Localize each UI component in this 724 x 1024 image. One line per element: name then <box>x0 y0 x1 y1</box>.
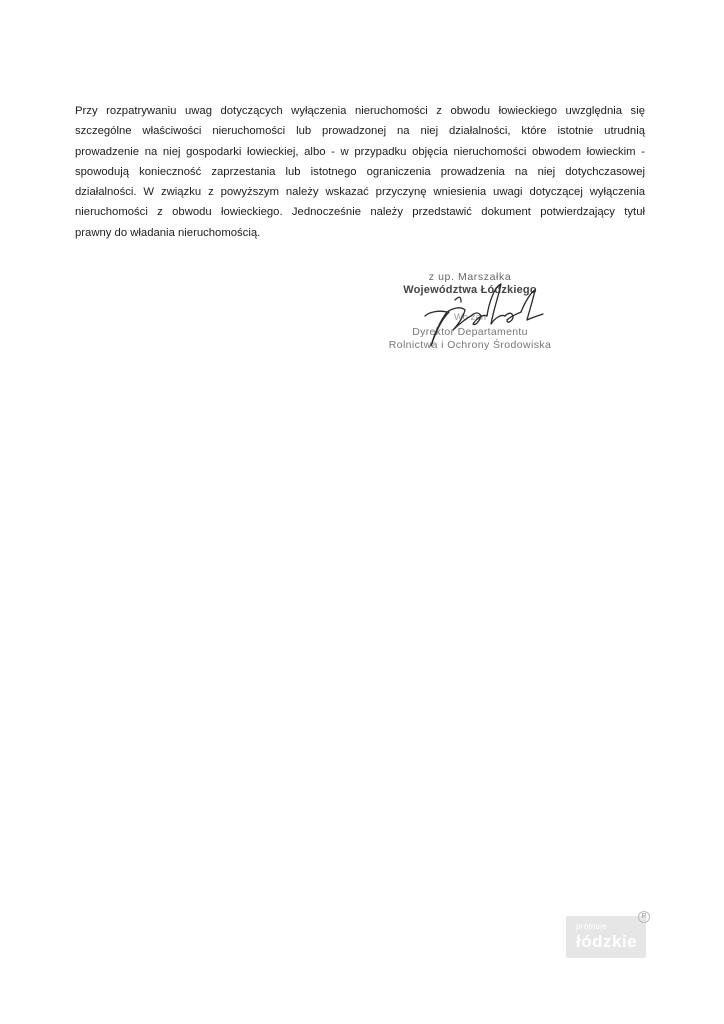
body-line: działalności. W związku z powyższym należy wskazać przyczynę wniesienia uwagi dotyczącej wyłączenia <box>75 186 645 199</box>
registered-mark-icon: R <box>638 911 650 923</box>
stamp-authorization: z up. Marszałka <box>428 271 512 283</box>
promuje-lodzkie-logo <box>566 916 646 958</box>
stamp-department: Rolnictwa i Ochrony Środowiska <box>388 339 552 351</box>
body-line: prawny do władania nieruchomością. <box>75 226 261 239</box>
body-line: spowodują konieczność zaprzestania lub istotnego ograniczenia prowadzenia na niej dotychczasowej <box>75 165 645 178</box>
body-line: prowadzenie na niej gospodarki łowieckiej, albo - w przypadku objęcia nieruchomości obwodem łowieckim - <box>75 145 645 158</box>
stamp-signatory-name: Wo zan <box>453 312 487 323</box>
logo-name: łódzkie <box>576 932 638 951</box>
body-line: nieruchomości z obwodu łowieckiego. Jednocześnie należy przedstawić dokument potwierdzający tytuł <box>75 206 645 219</box>
stamp-office: Województwa Łódzkiego <box>403 284 537 296</box>
handwritten-signature <box>395 272 555 352</box>
letter-body <box>75 101 645 243</box>
body-line: szczególne właściwości nieruchomości lub prowadzonej na niej działalności, które istotnie utrudnią <box>75 125 645 138</box>
stamp-position: Dyrektor Departamentu <box>412 326 528 338</box>
logo-tagline: promuje <box>576 922 608 931</box>
body-line: Przy rozpatrywaniu uwag dotyczących wyłączenia nieruchomości z obwodu łowieckiego uwzględnia się <box>75 105 645 117</box>
